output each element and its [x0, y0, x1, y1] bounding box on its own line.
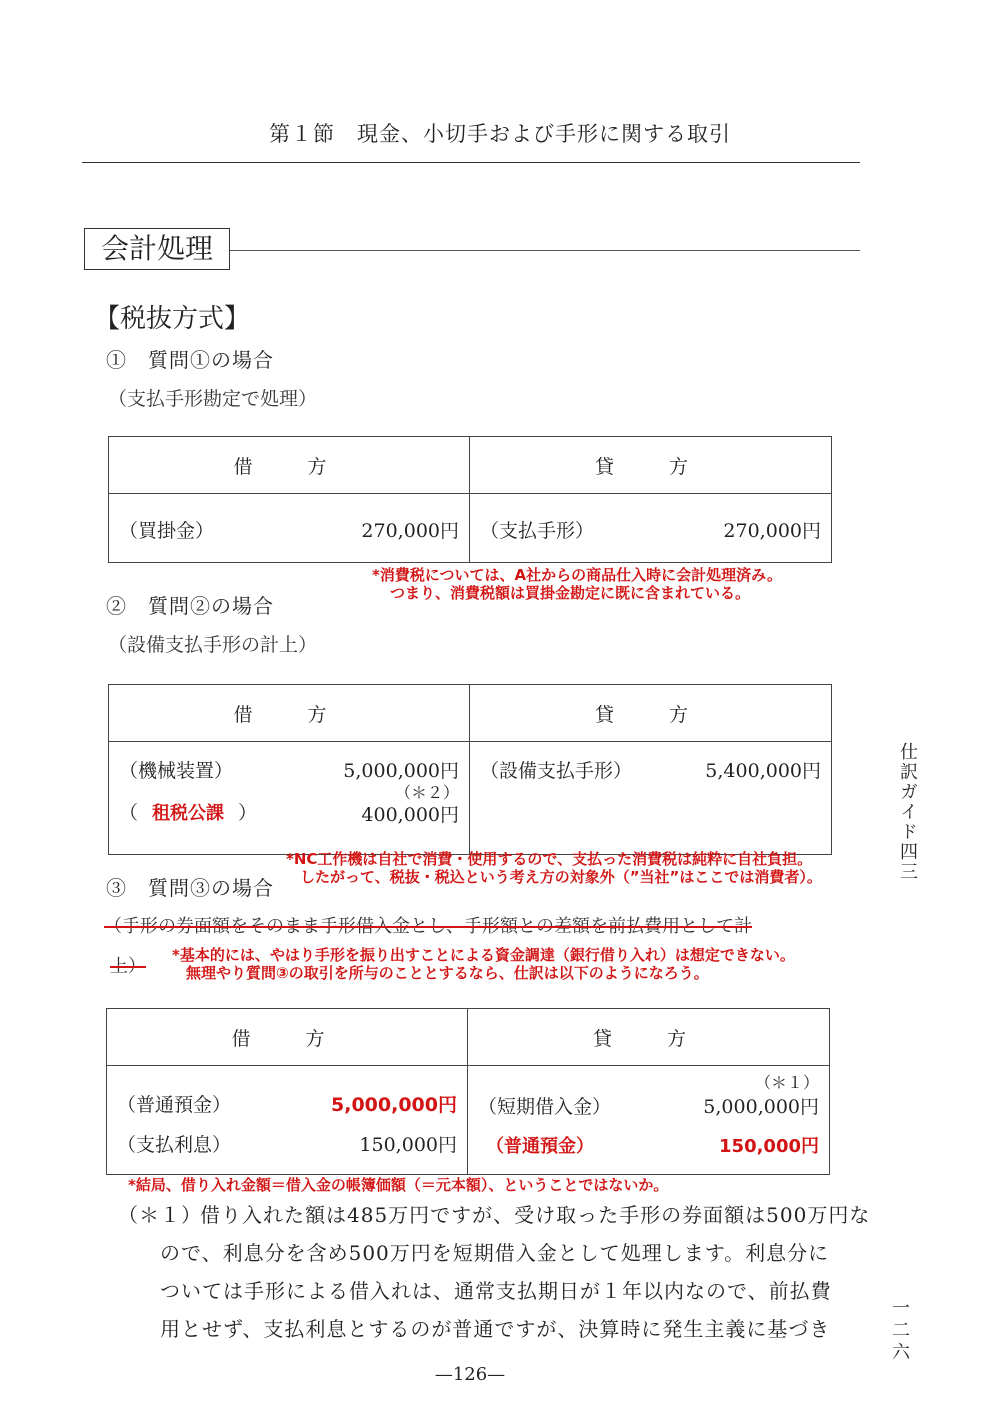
method-heading: 【税抜方式】 — [94, 304, 251, 334]
q3-note-line2: 無理やり質問③の取引を所与のこととするなら、仕訳は以下のようになろう。 — [186, 964, 709, 982]
q3-credit-account1: （短期借入金） — [478, 1096, 612, 1118]
footnote-line4: 用とせず、支払利息とするのが普通ですが、決算時に発生主義に基づき — [160, 1317, 831, 1341]
q1-note-line1: *消費税については、A社からの商品仕入時に会計処理済み。 — [372, 566, 783, 584]
q3-debit-account2: （支払利息） — [117, 1134, 232, 1156]
q1-subtitle: （支払手形勘定で処理） — [108, 388, 318, 410]
footnote-line3: ついては手形による借入れは、通常支払期日が１年以内なので、前払費 — [160, 1279, 832, 1303]
q3-title: ③ 質問③の場合 — [106, 876, 274, 900]
q2-journal-table — [108, 684, 832, 855]
q2-debit-account2-close: ） — [238, 802, 258, 824]
q3-debit-amount2: 150,000円 — [359, 1134, 457, 1156]
q2-debit-amount1: 5,000,000円 — [343, 760, 459, 782]
q1-credit-header: 貸 方 — [470, 437, 832, 494]
q1-credit-amount: 270,000円 — [723, 520, 821, 542]
q2-debit-amount2: 400,000円 — [361, 804, 459, 826]
q3-debit-amount1: 5,000,000円 — [331, 1094, 457, 1116]
q2-note-line1: *NC工作機は自社で消費・使用するので、支払った消費税は純粋に自社負担。 — [286, 850, 813, 868]
q2-credit-account: （設備支払手形） — [480, 760, 633, 782]
q3-credit-header: 貸 方 — [468, 1009, 830, 1066]
q3-note-after: *結局、借り入れ金額＝借入金の帳簿価額（＝元本額）、ということではないか。 — [128, 1176, 669, 1194]
footnote-line2: ので、利息分を含め500万円を短期借入金として処理します。利息分に — [160, 1241, 830, 1265]
side-guide-label: 仕訳ガイド四三 — [897, 742, 918, 882]
q2-credit-header: 貸 方 — [470, 685, 832, 742]
q2-title: ② 質問②の場合 — [106, 594, 274, 618]
footnote-line1: 借り入れた額は485万円ですが、受け取った手形の券面額は500万円な — [200, 1203, 871, 1227]
q1-credit-account: （支払手形） — [480, 520, 595, 542]
q1-debit-header: 借 方 — [109, 437, 470, 494]
q1-debit-account: （買掛金） — [119, 520, 215, 542]
header-divider — [82, 162, 860, 163]
q1-note-line2: つまり、消費税額は買掛金勘定に既に含まれている。 — [390, 584, 751, 602]
side-page-kanji: 一二六 — [889, 1298, 910, 1364]
section-heading: 会計処理 — [84, 228, 230, 270]
q1-journal-table — [108, 436, 832, 563]
chapter-header: 第１節 現金、小切手および手形に関する取引 — [269, 122, 731, 146]
q2-note-line2: したがって、税抜・税込という考え方の対象外（”当社”はここでは消費者）。 — [300, 868, 822, 886]
q1-title: ① 質問①の場合 — [106, 348, 274, 372]
q2-debit-account2-open: （ — [119, 802, 139, 824]
q3-struck-line1: （手形の券面額をそのまま手形借入金とし、手形額との差額を前払費用として計 — [104, 916, 752, 937]
q3-debit-header: 借 方 — [107, 1009, 468, 1066]
q3-credit-amount1: 5,000,000円 — [703, 1096, 819, 1118]
q1-debit-cell — [109, 494, 470, 563]
q2-debit-account2 — [119, 798, 257, 825]
footnote-marker: （＊１） — [118, 1203, 202, 1227]
q3-journal-table — [106, 1008, 830, 1175]
q3-note-line1: *基本的には、やはり手形を振り出すことによる資金調達（銀行借り入れ）は想定できない。 — [172, 946, 795, 964]
q2-debit-account1: （機械装置） — [119, 760, 234, 782]
q1-credit-cell — [470, 494, 832, 563]
section-divider — [230, 250, 860, 251]
q3-credit-amount2: 150,000円 — [719, 1136, 819, 1157]
page-number: —126— — [434, 1364, 506, 1385]
q2-debit-cell — [109, 742, 470, 855]
q3-debit-account1: （普通預金） — [117, 1094, 232, 1116]
q3-credit-account2: （普通預金） — [486, 1136, 594, 1157]
q2-marker2: （＊２） — [394, 783, 459, 802]
q2-subtitle: （設備支払手形の計上） — [108, 634, 318, 656]
q3-marker1: （＊１） — [754, 1073, 819, 1092]
q1-debit-amount: 270,000円 — [361, 520, 459, 542]
q2-debit-header: 借 方 — [109, 685, 470, 742]
q3-debit-cell — [107, 1066, 468, 1175]
q2-credit-cell — [470, 742, 832, 855]
q3-credit-cell — [468, 1066, 830, 1175]
q2-credit-amount: 5,400,000円 — [705, 760, 821, 782]
q2-debit-account2-name: 租税公課 — [152, 803, 225, 824]
q3-struck-line2: 上） — [110, 956, 146, 977]
